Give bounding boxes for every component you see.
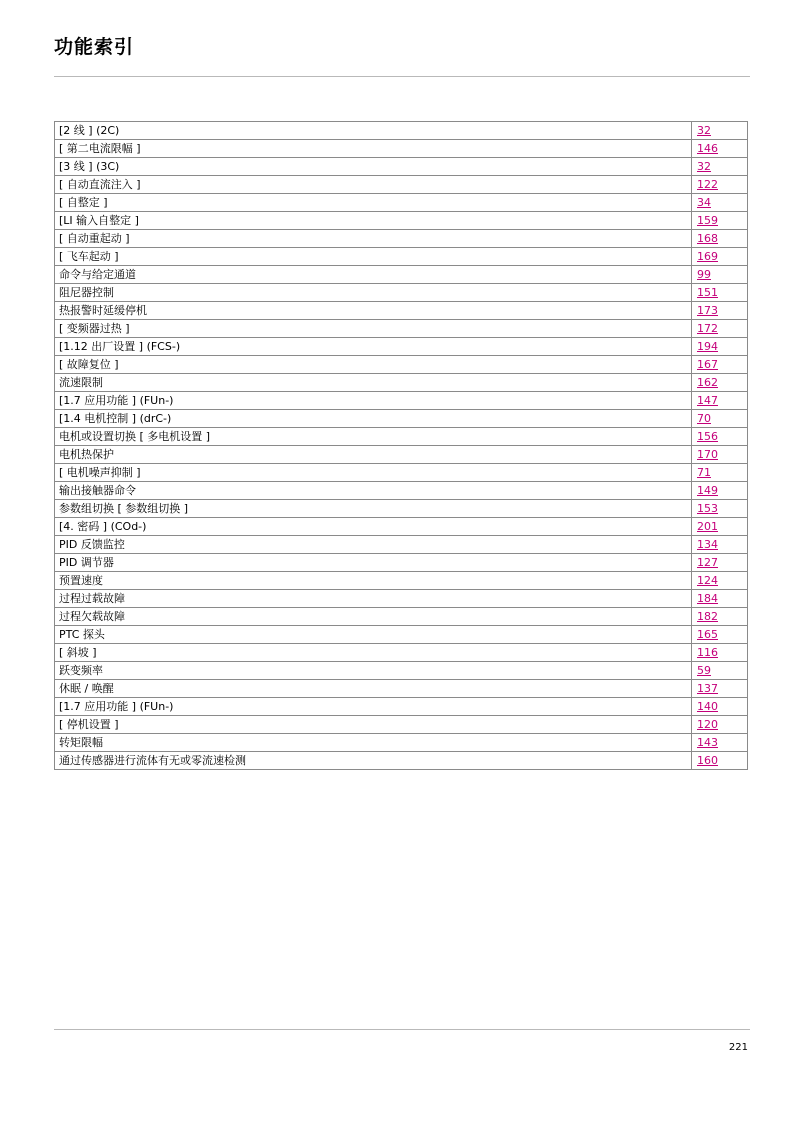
page-cell (692, 176, 748, 194)
page-cell (692, 500, 748, 518)
table-row (55, 158, 748, 176)
function-name: [ 自整定 ] (55, 194, 692, 212)
page-cell (692, 410, 748, 428)
table-row (55, 644, 748, 662)
function-name: 预置速度 (55, 572, 692, 590)
page-link[interactable]: 59 (697, 664, 711, 677)
table-row (55, 536, 748, 554)
table-row (55, 320, 748, 338)
page-link[interactable]: 140 (697, 700, 718, 713)
page-cell (692, 662, 748, 680)
page-cell (692, 626, 748, 644)
page-cell (692, 536, 748, 554)
page-link[interactable]: 32 (697, 124, 711, 137)
table-row (55, 410, 748, 428)
function-name: [ 自动重起动 ] (55, 230, 692, 248)
page-cell (692, 356, 748, 374)
page-cell (692, 446, 748, 464)
page-link[interactable]: 120 (697, 718, 718, 731)
page-link[interactable]: 124 (697, 574, 718, 587)
page-cell (692, 518, 748, 536)
page-link[interactable]: 147 (697, 394, 718, 407)
page-link[interactable]: 122 (697, 178, 718, 191)
page-cell (692, 698, 748, 716)
page-cell (692, 428, 748, 446)
table-row (55, 230, 748, 248)
function-name: PID 反馈监控 (55, 536, 692, 554)
function-name: [ 第二电流限幅 ] (55, 140, 692, 158)
page-cell (692, 158, 748, 176)
footer-divider (54, 1029, 750, 1030)
table-row (55, 734, 748, 752)
function-name: [1.4 电机控制 ] (drC-) (55, 410, 692, 428)
page-cell (692, 608, 748, 626)
function-name: PTC 探头 (55, 626, 692, 644)
function-name: 通过传感器进行流体有无或零流速检测 (55, 752, 692, 770)
page-cell (692, 140, 748, 158)
page-cell (692, 284, 748, 302)
page-cell (692, 644, 748, 662)
table-row (55, 374, 748, 392)
function-name: 跃变频率 (55, 662, 692, 680)
page-link[interactable]: 168 (697, 232, 718, 245)
page-link[interactable]: 167 (697, 358, 718, 371)
table-row (55, 266, 748, 284)
page-cell (692, 554, 748, 572)
page-link[interactable]: 127 (697, 556, 718, 569)
table-row (55, 698, 748, 716)
page-link[interactable]: 173 (697, 304, 718, 317)
page-cell (692, 212, 748, 230)
function-name: [ 停机设置 ] (55, 716, 692, 734)
table-row (55, 122, 748, 140)
page-cell (692, 374, 748, 392)
table-row (55, 590, 748, 608)
page-link[interactable]: 137 (697, 682, 718, 695)
page-link[interactable]: 162 (697, 376, 718, 389)
page-link[interactable]: 99 (697, 268, 711, 281)
page-cell (692, 464, 748, 482)
page-link[interactable]: 156 (697, 430, 718, 443)
page-link[interactable]: 143 (697, 736, 718, 749)
page-number: 221 (728, 1042, 748, 1053)
table-row (55, 356, 748, 374)
function-name: 参数组切换 [ 参数组切换 ] (55, 500, 692, 518)
table-row (55, 482, 748, 500)
page-cell (692, 734, 748, 752)
page-cell (692, 482, 748, 500)
page-cell (692, 248, 748, 266)
table-row (55, 608, 748, 626)
page-cell (692, 266, 748, 284)
page-link[interactable]: 153 (697, 502, 718, 515)
page-link[interactable]: 134 (697, 538, 718, 551)
header-divider (54, 76, 750, 77)
page-cell (692, 302, 748, 320)
page-cell (692, 320, 748, 338)
page-link[interactable]: 165 (697, 628, 718, 641)
page-link[interactable]: 170 (697, 448, 718, 461)
table-row (55, 626, 748, 644)
function-name: 输出接触器命令 (55, 482, 692, 500)
table-row (55, 176, 748, 194)
table-row (55, 572, 748, 590)
function-name: [ 斜坡 ] (55, 644, 692, 662)
page-title: 功能索引 (54, 36, 135, 58)
function-name: [ 自动直流注入 ] (55, 176, 692, 194)
page-cell (692, 122, 748, 140)
page-link[interactable]: 70 (697, 412, 711, 425)
page-link[interactable]: 32 (697, 160, 711, 173)
page-cell (692, 590, 748, 608)
table-row (55, 302, 748, 320)
table-row (55, 194, 748, 212)
page-link[interactable]: 194 (697, 340, 718, 353)
page-link[interactable]: 116 (697, 646, 718, 659)
table-row (55, 680, 748, 698)
function-name: PID 调节器 (55, 554, 692, 572)
page-link[interactable]: 182 (697, 610, 718, 623)
function-name: [ 飞车起动 ] (55, 248, 692, 266)
page-cell (692, 572, 748, 590)
function-name: [LI 输入自整定 ] (55, 212, 692, 230)
page-link[interactable]: 169 (697, 250, 718, 263)
page-link[interactable]: 149 (697, 484, 718, 497)
table-row (55, 428, 748, 446)
table-row (55, 338, 748, 356)
function-name: 阻尼器控制 (55, 284, 692, 302)
function-name: [1.12 出厂设置 ] (FCS-) (55, 338, 692, 356)
table-row (55, 392, 748, 410)
table-row (55, 752, 748, 770)
function-name: [1.7 应用功能 ] (FUn-) (55, 698, 692, 716)
page-link[interactable]: 151 (697, 286, 718, 299)
table-row (55, 500, 748, 518)
function-index-table (54, 121, 748, 770)
page-link[interactable]: 184 (697, 592, 718, 605)
page-cell (692, 680, 748, 698)
page-cell (692, 338, 748, 356)
page-cell (692, 230, 748, 248)
function-name: 电机或设置切换 [ 多电机设置 ] (55, 428, 692, 446)
page-cell (692, 716, 748, 734)
table-row (55, 716, 748, 734)
function-name: 过程欠载故障 (55, 608, 692, 626)
function-name: [1.7 应用功能 ] (FUn-) (55, 392, 692, 410)
page-link[interactable]: 160 (697, 754, 718, 767)
function-name: 热报警时延缓停机 (55, 302, 692, 320)
page-link[interactable]: 34 (697, 196, 711, 209)
page-link[interactable]: 71 (697, 466, 711, 479)
page-link[interactable]: 146 (697, 142, 718, 155)
function-name: 转矩限幅 (55, 734, 692, 752)
page-link[interactable]: 172 (697, 322, 718, 335)
page-cell (692, 752, 748, 770)
table-row (55, 518, 748, 536)
function-name: 过程过载故障 (55, 590, 692, 608)
page-link[interactable]: 159 (697, 214, 718, 227)
table-row (55, 446, 748, 464)
function-name: [4. 密码 ] (COd-) (55, 518, 692, 536)
table-row (55, 662, 748, 680)
table-row (55, 248, 748, 266)
function-name: [ 电机噪声抑制 ] (55, 464, 692, 482)
table-row (55, 464, 748, 482)
function-name: 流速限制 (55, 374, 692, 392)
table-row (55, 284, 748, 302)
page-cell (692, 392, 748, 410)
function-name: [ 故障复位 ] (55, 356, 692, 374)
table-row (55, 212, 748, 230)
function-name: 休眠 / 唤醒 (55, 680, 692, 698)
function-name: 命令与给定通道 (55, 266, 692, 284)
page-link[interactable]: 201 (697, 520, 718, 533)
function-name: 电机热保护 (55, 446, 692, 464)
page-cell (692, 194, 748, 212)
table-row (55, 140, 748, 158)
function-name: [ 变频器过热 ] (55, 320, 692, 338)
function-name: [2 线 ] (2C) (55, 122, 692, 140)
function-name: [3 线 ] (3C) (55, 158, 692, 176)
table-row (55, 554, 748, 572)
